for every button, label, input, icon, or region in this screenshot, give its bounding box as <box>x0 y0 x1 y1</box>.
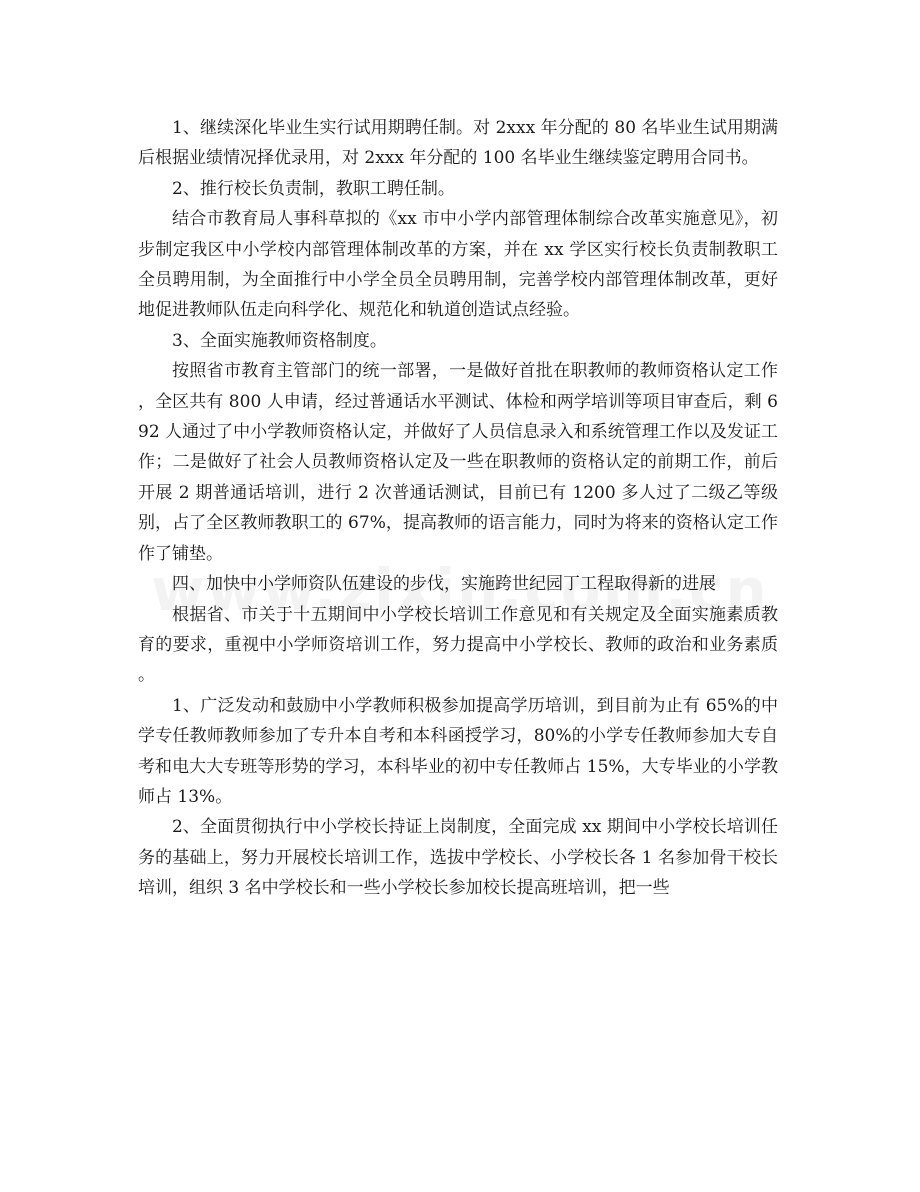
paragraph-1: 1、继续深化毕业生实行试用期聘任制。对 2xxx 年分配的 80 名毕业生试用期满后根据业绩情况择优录用，对 2xxx 年分配的 100 名毕业生继续鉴定聘用合同书。 <box>138 118 778 169</box>
paragraph-9: 2、全面贯彻执行中小学校长持证上岗制度，全面完成 xx 期间中小学校长培训任务的基础上，努力开展校长培训工作，选拔中学校长、小学校长各 1 名参加骨干校长培训，组织 3 名中学校长和一些小学校长参加校长提高班培训，把一些 <box>138 817 778 899</box>
paragraph-2: 2、推行校长负责制，教职工聘任制。 <box>172 178 455 199</box>
section-heading-4: 四、加快中小学师资队伍建设的步伐，实施跨世纪园丁工程取得新的进展 <box>172 574 716 595</box>
paragraph-7: 根据省、市关于十五期间中小学校长培训工作意见和有关规定及全面实施素质教育的要求，重视中小学师资培训工作，努力提高中小学校长、教师的政治和业务素质。 <box>138 604 778 686</box>
document-body <box>138 113 778 904</box>
paragraph-8: 1、广泛发动和鼓励中小学教师积极参加提高学历培训，到目前为止有 65%的中学专任教师教师参加了专升本自考和本科函授学习，80%的小学专任教师参加大专自考和电大大专班等形势的学习，本科毕业的初中专任教师占 15%，大专毕业的小学教师占 13%。 <box>138 695 778 807</box>
paragraph-5: 按照省市教育主管部门的统一部署，一是做好首批在职教师的教师资格认定工作，全区共有 800 人申请，经过普通话水平测试、体检和两学培训等项目审查后，剩 692 人通过了中小学教师资格认定，并做好了人员信息录入和系统管理工作以及发证工作；二是做好了社会人员教师资格认定及一些在职教师的资格认定的前期工作，前后开展 2 期普通话培训，进行 2 次普通话测试，目前已有 1200 多人过了二级乙等级别，占了全区教师教职工的 67%，提高教师的语言能力，同时为将来的资格认定工作作了铺垫。 <box>138 361 778 564</box>
paragraph-3: 结合市教育局人事科草拟的《xx 市中小学内部管理体制综合改革实施意见》，初步制定我区中小学校内部管理体制改革的方案，并在 xx 学区实行校长负责制教职工全员聘用制，为全面推行中小学全员全员聘用制，完善学校内部管理体制改革，更好地促进教师队伍走向科学化、规范化和轨道创造试点经验。 <box>138 209 778 321</box>
paragraph-4: 3、全面实施教师资格制度。 <box>172 330 387 351</box>
